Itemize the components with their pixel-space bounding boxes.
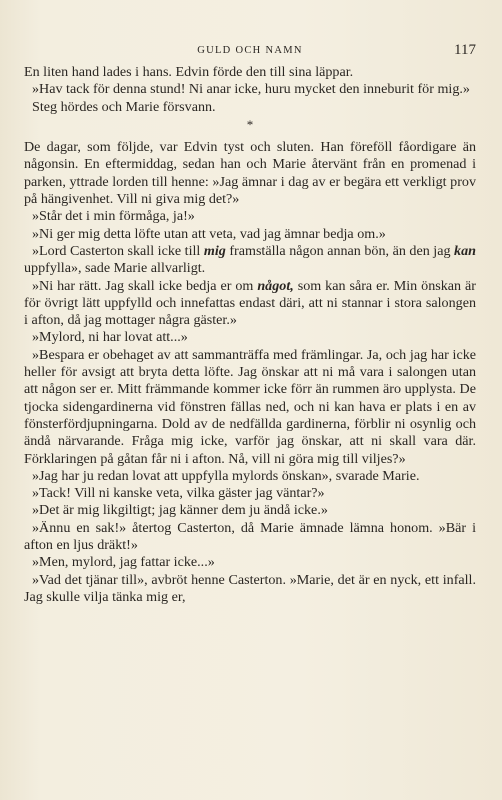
- text-run: framställa någon annan bön, än den jag: [225, 242, 455, 259]
- paragraph: »Mylord, ni har lovat att...»: [32, 329, 188, 346]
- text-run: »Ni har rätt. Jag skall icke bedja er om: [32, 277, 258, 294]
- paragraph: [24, 243, 476, 278]
- paragraph: »Står det i min förmåga, ja!»: [32, 208, 195, 225]
- paragraph: »Hav tack för denna stund! Ni anar icke, huru mycket den inneburit för mig.»: [32, 81, 470, 98]
- paragraph: En liten hand lades i hans. Edvin förde den till sina läppar.: [24, 64, 354, 80]
- text-run: som kan såra er. Min önskan är för övrigt lätt uppfylld och innefattas endast däri, att ni stannar i stora salongen i afton, då jag mottager några gäster.»: [24, 277, 477, 329]
- paragraph: »Vad det tjänar till», avbröt henne Casterton. »Marie, det är en nyck, ett infall. Jag skulle vilja tänka mig er,: [24, 571, 476, 605]
- paragraph: [24, 278, 476, 330]
- page-number: 117: [454, 42, 476, 58]
- paragraph: »Tack! Vill ni kanske veta, vilka gäster jag väntar?»: [32, 485, 325, 502]
- body-text: [24, 64, 476, 606]
- paragraph: »Ni ger mig detta löfte utan att veta, vad jag ämnar bedja om.»: [32, 225, 386, 242]
- text-run: »Lord Casterton skall icke till: [32, 242, 204, 259]
- running-title: GULD OCH NAMN: [197, 45, 303, 56]
- paragraph: »Det är mig likgiltigt; jag känner dem ju ändå icke.»: [32, 502, 328, 519]
- paragraph: De dagar, som följde, var Edvin tyst och sluten. Han föreföll fåordigare än någonsin. En eftermiddag, sedan han och Marie återvänt från en promenad i parken, yttrade lorden till henne: »Jag ämnar i dag av er begära ett verkligt prov på hängivenhet. Vill ni giva mig det?»: [24, 139, 476, 208]
- text-run: uppfylla», sade Marie allvarligt.: [24, 260, 206, 277]
- emphasis: något,: [257, 277, 294, 294]
- running-head: [24, 42, 476, 60]
- section-break-asterisk: *: [246, 116, 254, 132]
- paragraph: »Bespara er obehaget av att sammanträffa med främlingar. Ja, och jag har icke heller för avsigt att bryta detta löfte. Jag önskar att ni må vara i salongen utan att någon ser er. Mitt främmande kommer icke förr än rummen äro upplysta. De tjocka sidengardinerna vid fönstren fällas ned, och ni kan hava er plats i en av fönsterfördjupningarna. Dold av de nedfällda gardinerna, förblir ni osynlig och ändå närvarande. Fråga mig icke, varför jag önskar, att ni skall vara där. Förklaringen på gåtan får ni i afton. Nå, vill ni göra mig till viljes?»: [24, 346, 476, 467]
- paragraph: »Ännu en sak!» återtog Casterton, då Marie ämnade lämna honom. »Bär i afton en ljus dräkt!»: [24, 519, 476, 554]
- paragraph: »Jag har ju redan lovat att uppfylla mylords önskan», svarade Marie.: [32, 467, 420, 484]
- emphasis: mig: [203, 242, 226, 259]
- paragraph: Steg hördes och Marie försvann.: [32, 98, 216, 115]
- paragraph: »Men, mylord, jag fattar icke...»: [32, 554, 215, 571]
- emphasis: kan: [454, 242, 476, 259]
